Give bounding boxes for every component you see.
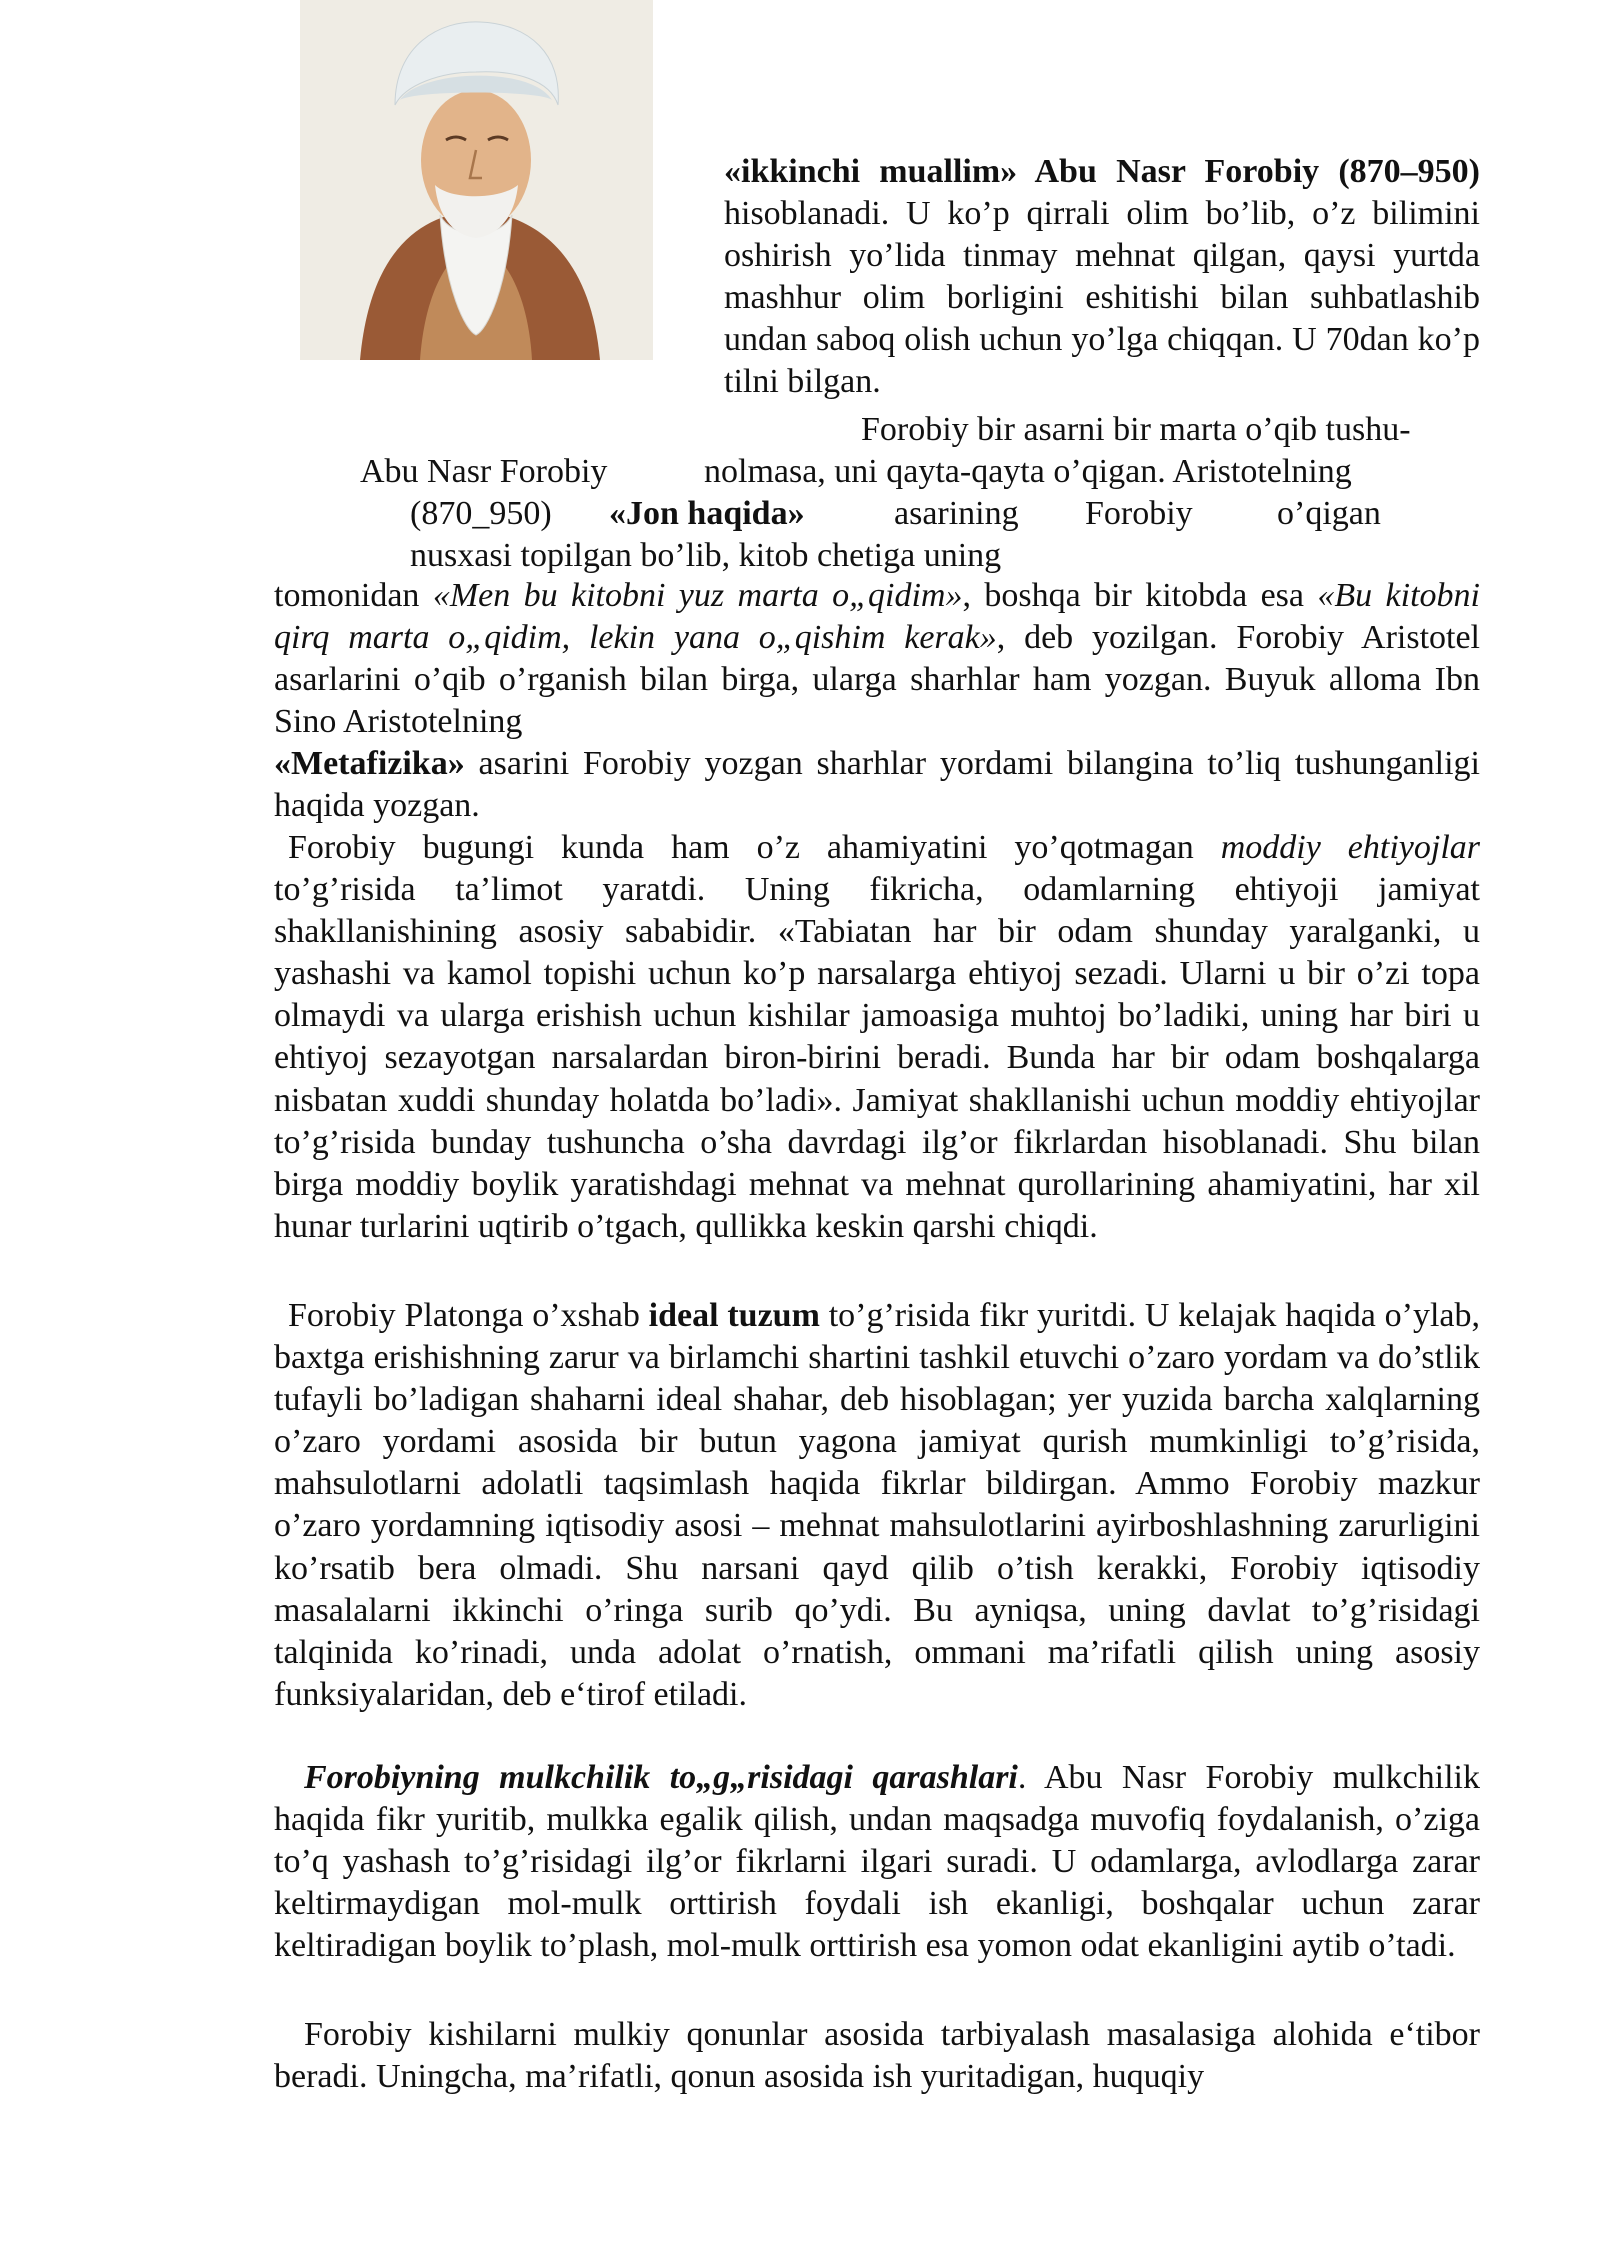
quote-1: «Men bu kitobni yuz marta o„qidim» xyxy=(432,577,963,614)
jon-haqida-title: «Jon haqida» xyxy=(609,495,805,532)
text: Forobiy bugungi kunda ham o’z ahamiyatini yo’qotmagan xyxy=(288,829,1221,866)
text: Forobiy kishilarni mulkiy qonunlar asosida tarbiyalash masalasiga alohida e‘tibor beradi. Uningcha, ma’rifatli, qonun asosida ish yuritadigan, huquqiy xyxy=(274,2016,1480,2096)
wrap-line-3-bold xyxy=(609,493,805,535)
wrap-line-1: Forobiy bir asarni bir marta o’qib tushu- xyxy=(861,411,1411,448)
text: Forobiy Platonga o’xshab xyxy=(288,1297,649,1334)
paragraph-ideal-system xyxy=(274,1295,1480,1716)
text: tomonidan xyxy=(274,577,433,614)
portrait-caption-years: (870_950) xyxy=(410,495,552,532)
wrap-line-3-word1: asarining xyxy=(894,495,1019,532)
portrait-caption-name: Abu Nasr Forobiy xyxy=(360,453,608,490)
portrait-image xyxy=(300,0,653,360)
metafizika-title: «Metafizika» xyxy=(274,745,465,783)
wrap-line-3-word3: o’qigan xyxy=(1277,495,1381,532)
quote-2: «Bu kitobni qirq marta o„qidim, lekin yana o„qishim kerak» xyxy=(274,577,1480,657)
wrap-line-2: nolmasa, uni qayta-qayta o’qigan. Aristotelning xyxy=(704,453,1352,490)
paragraph-ownership xyxy=(274,1757,1480,1967)
paragraph-law-education xyxy=(274,2014,1480,2098)
wrap-line-4: nusxasi topilgan bo’lib, kitob chetiga uning xyxy=(410,537,1002,574)
paragraph-material-needs xyxy=(274,827,1480,1248)
text: to’g’risida fikr yuritdi. U kelajak haqida o’ylab, baxtga erishishning zarur va birlamchi shartini tashkil etuvchi o’zaro yordam va do’stlik tufayli bo’ladigan shaharni ideal shahar, deb hisoblagan; yer yuzida barcha xalqlarning o’zaro yordami asosida bir butun yagona jamiyat qurish mumkinligi to’g’risida, mahsulotlarni adolatli taqsimlash haqida fikrlar bildirgan. Ammo Forobiy mazkur o’zaro yordamning iqtisodiy asosi – mehnat mahsulotlarini ayirboshlashning zarurligini ko’rsatib bera olmadi. Shu narsani qayd qilib o’tish kerakki, Forobiy iqtisodiy masalalarni ikkinchi o’ringa surib qo’ydi. Bu ayniqsa, uning davlat to’g’risidagi talqinida ko’rinadi, unda adolat o’rnatish, ommani ma’rifatli qilish uning asosiy funksiyalaridan, deb e‘tirof etiladi. xyxy=(274,1297,1480,1713)
intro-text: hisoblanadi. U ko’p qirrali olim bo’lib, o’z bilimini oshirish yo’lida tinmay mehnat qilgan, qaysi yurtda mashhur olim borligini eshitishi bilan suhbatlashib undan saboq olish uchun yo’lga chiqqan. U 70dan ko’p tilni bilgan. xyxy=(724,195,1480,401)
text: to’g’risida ta’limot yaratdi. Uning fikricha, odamlarning ehtiyoji jamiyat shakllanishining asosiy sababidir. «Tabiatan har bir odam shunday yaralganki, u yashashi va kamol topishi uchun ko’p narsalarga ehtiyoj sezadi. Ularni u bir o’zi topa olmaydi va ularga erishish uchun kishilar jamoasiga muhtoj bo’ladiki, uning har biri u ehtiyoj sezayotgan narsalardan biron-birini beradi. Bunda har bir odam boshqalarga nisbatan xuddi shunday holatda bo’ladi». Jamiyat shakllanishi uchun moddiy ehtiyojlar to’g’risida bunday tushuncha o’sha davrdagi ilg’or fikrlardan hisoblanadi. Shu bilan birga moddiy boylik yaratishdagi mehnat va mehnat qurollarining ahamiyatini, har xil hunar turlarini uqtirib o’tgach, qullikka keskin qarshi chiqdi. xyxy=(274,871,1480,1245)
text: asarini Forobiy yozgan sharhlar yordami bilangina to’liq tushunganligi haqida yozgan. xyxy=(274,745,1480,825)
paragraph-aristotle xyxy=(274,575,1480,828)
section-heading: Forobiyning mulkchilik to„g„risidagi qarashlari xyxy=(304,1759,1018,1796)
italic-term: moddiy ehtiyojlar xyxy=(1220,829,1480,866)
text: , boshqa bir kitobda esa xyxy=(962,577,1318,614)
intro-bold-text: «ikkinchi muallim» Abu Nasr Forobiy (870–950) xyxy=(724,153,1480,190)
wrap-line-3-word2: Forobiy xyxy=(1085,495,1193,532)
intro-paragraph xyxy=(724,151,1480,404)
text: , deb yozilgan. Forobiy Aristotel asarlarini o’qib o’rganish bilan birga, ularga sharhlar ham yozgan. Buyuk alloma Ibn Sino Aristotelning xyxy=(274,619,1480,741)
bold-term: ideal tuzum xyxy=(648,1297,820,1334)
text: . Abu Nasr Forobiy mulkchilik haqida fikr yuritib, mulkka egalik qilish, undan maqsadga muvofiq foydalanish, o’ziga to’q yashash to’g’risidagi ilg’or fikrlarni ilgari suradi. U odamlarga, avlodlarga zarar keltirmaydigan mol-mulk orttirish foydali ish ekanligi, boshqalar uchun zarar keltiradigan boylik to’plash, mol-mulk orttirish esa yomon odat ekanligini aytib o’tadi. xyxy=(274,1759,1480,1965)
